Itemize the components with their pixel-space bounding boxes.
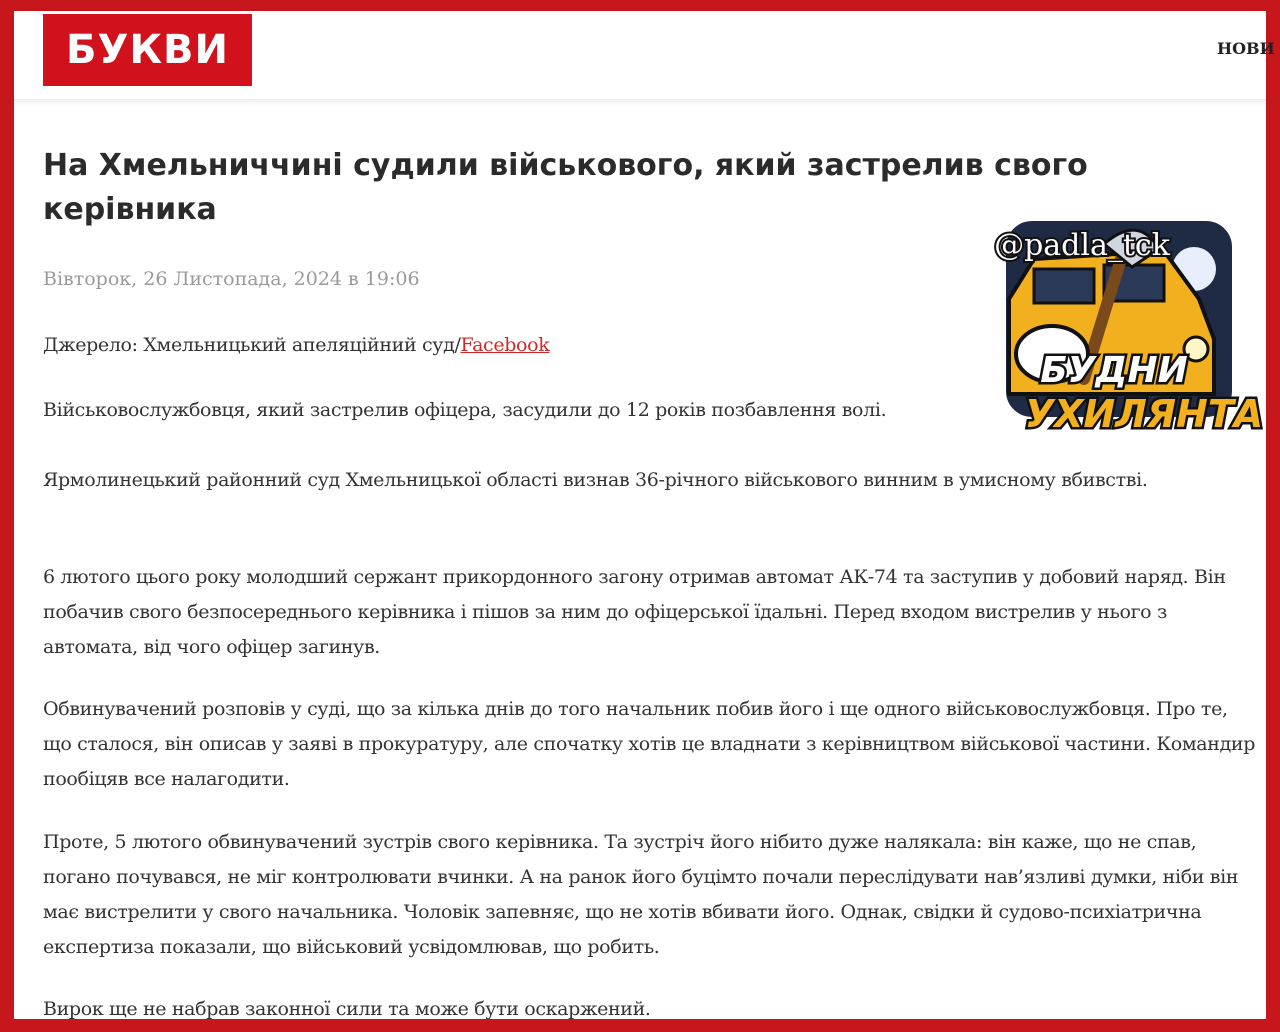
- site-header: [14, 11, 1275, 100]
- article-title: На Хмельниччині судили військового, який застрелив свого керівника: [43, 148, 1088, 227]
- site-logo[interactable]: БУКВИ: [43, 14, 252, 86]
- sticker-handle: @padla_tck: [994, 228, 1170, 263]
- article-paragraph: 6 лютого цього року молодший сержант прикордонного загону отримав автомат АК-74 та заступив у добовий наряд. Він побачив свого безпосереднього керівника і пішов за ним до офіцерської їдальні. Перед входом вистрелив у нього з автомата, від чого офіцер загинув.: [43, 566, 1226, 658]
- nav-item-news[interactable]: НОВИ: [1217, 39, 1275, 58]
- car-window: [1034, 269, 1094, 303]
- article-paragraph: Ярмолинецький районний суд Хмельницької області визнав 36-річного військового винним в умисному вбивстві.: [43, 469, 1148, 491]
- page-frame: [14, 11, 1275, 1020]
- article-paragraph: Вирок ще не набрав законної сили та може бути оскаржений.: [43, 998, 651, 1020]
- source-link-facebook[interactable]: Facebook: [460, 334, 550, 356]
- watermark-sticker: [964, 189, 1264, 459]
- source-label: Джерело: Хмельницький апеляційний суд/: [43, 334, 461, 356]
- article-paragraph: Проте, 5 лютого обвинувачений зустрів свого керівника. Та зустріч його нібито дуже налякала: він каже, що не спав, погано почувався, не міг контролювати вчинки. А на ранок його буцімто почали переслідувати нав’язливі думки, ніби він має вистрелити у свого начальника. Чоловік запевняє, що не хотів вбивати його. Однак, свідки й судово-психіатрична експертиза показали, що військовий усвідомлював, що робить.: [43, 831, 1239, 958]
- article-date: Вівторок, 26 Листопада, 2024 в 19:06: [43, 268, 420, 290]
- sticker-line2: УХИЛЯНТА: [1024, 392, 1264, 436]
- sticker-line1: БУДНИ: [1040, 350, 1188, 391]
- article-paragraph: Обвинувачений розповів у суді, що за кілька днів до того начальник побив його і ще одного військовослужбовця. Про те, що сталося, він описав у заяві в прокуратуру, але спочатку хотів це владнати з керівництвом військової частини. Командир пообіцяв все налагодити.: [43, 698, 1256, 790]
- article-paragraph: Військовослужбовця, який застрелив офіцера, засудили до 12 років позбавлення волі.: [43, 399, 887, 421]
